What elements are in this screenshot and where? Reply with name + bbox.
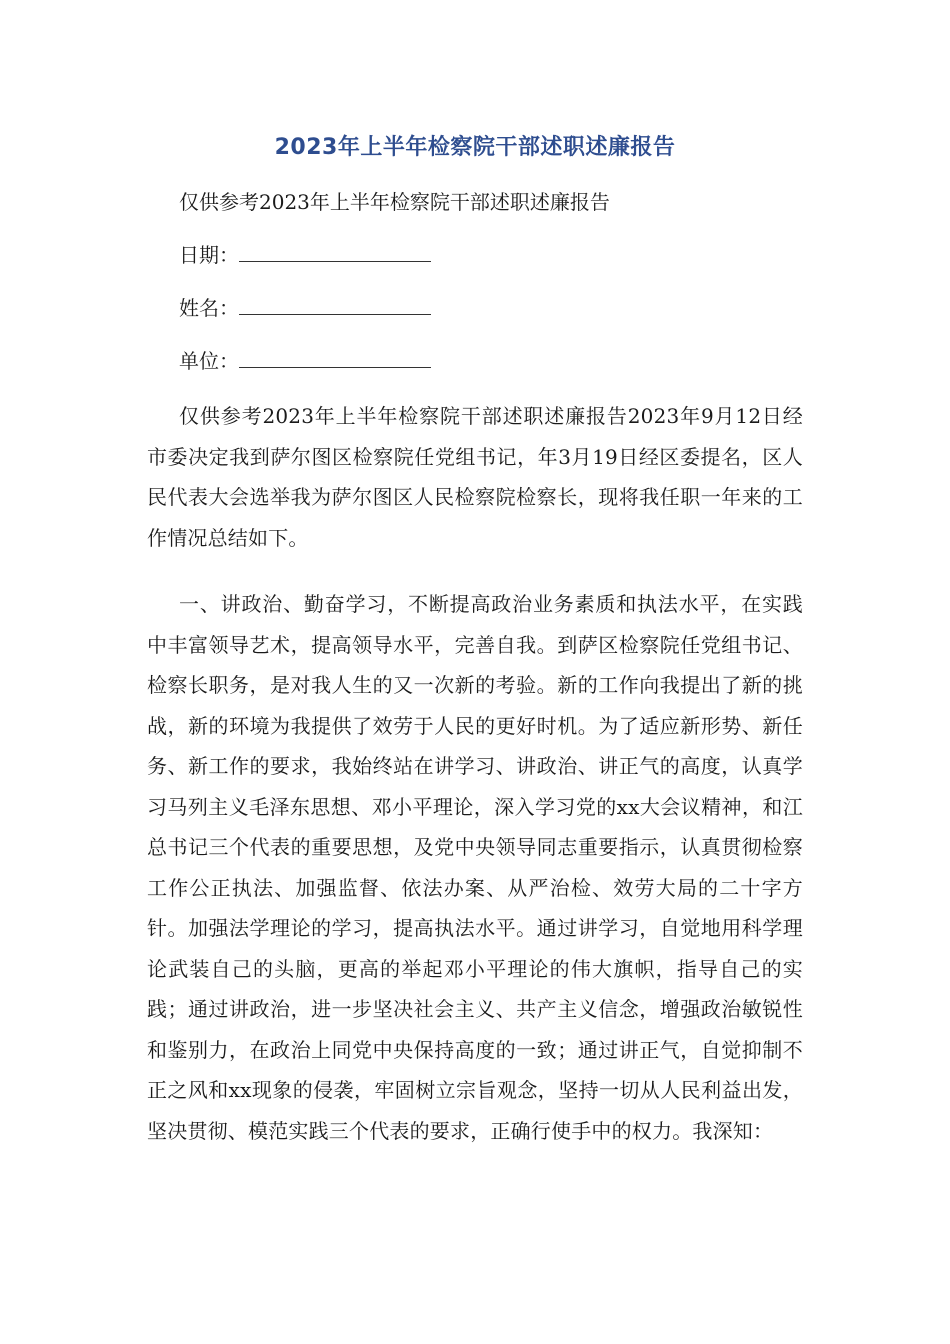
date-field — [147, 235, 803, 275]
unit-label: 单位： — [179, 349, 239, 373]
document-subtitle: 仅供参考2023年上半年检察院干部述职述廉报告 — [179, 190, 610, 214]
unit-blank-line — [239, 341, 431, 368]
intro-paragraph: 仅供参考2023年上半年检察院干部述职述廉报告2023年9月12日经市委决定我到萨尔图区检察院任党组书记，年3月19日经区委提名，区人民代表大会选举我为萨尔图区人民检察院检察长，现将我任职一年来的工作情况总结如下。 — [147, 404, 803, 550]
date-label: 日期： — [179, 243, 239, 267]
section-one-paragraph: 一、讲政治、勤奋学习，不断提高政治业务素质和执法水平，在实践中丰富领导艺术，提高领导水平，完善自我。到萨区检察院任党组书记、检察长职务，是对我人生的又一次新的考验。新的工作向我提出了新的挑战，新的环境为我提供了效劳于人民的更好时机。为了适应新形势、新任务、新工作的要求，我始终站在讲学习、讲政治、讲正气的高度，认真学习马列主义毛泽东思想、邓小平理论，深入学习党的xx大会议精神，和江总书记三个代表的重要思想，及党中央领导同志重要指示，认真贯彻检察工作公正执法、加强监督、依法办案、从严治检、效劳大局的二十字方针。加强法学理论的学习，提高执法水平。通过讲学习，自觉地用科学理论武装自己的头脑，更高的举起邓小平理论的伟大旗帜，指导自己的实践；通过讲政治，进一步坚决社会主义、共产主义信念，增强政治敏锐性和鉴别力，在政治上同党中央保持高度的一致；通过讲正气，自觉抑制不正之风和xx现象的侵袭，牢固树立宗旨观念，坚持一切从人民利益出发，坚决贯彻、模范实践三个代表的要求，正确行使手中的权力。我深知： — [147, 592, 803, 1143]
name-label: 姓名： — [179, 296, 239, 320]
date-blank-line — [239, 235, 431, 262]
document-title: 2023年上半年检察院干部述职述廉报告 — [274, 135, 676, 160]
unit-field — [147, 341, 803, 381]
name-blank-line — [239, 288, 431, 315]
name-field — [147, 288, 803, 328]
